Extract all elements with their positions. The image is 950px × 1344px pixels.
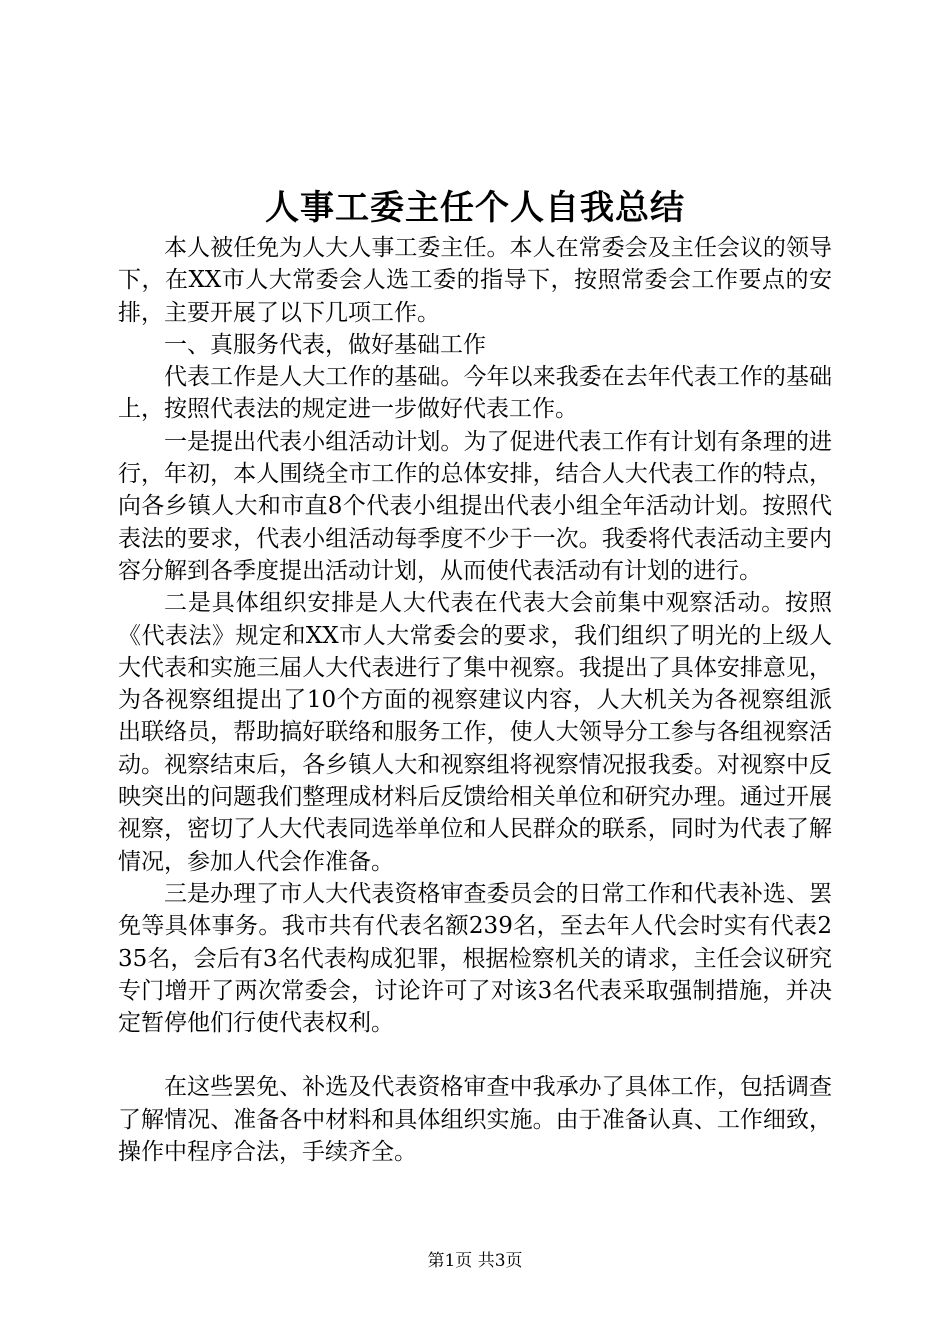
document-title: 人事工委主任个人自我总结 [265, 188, 685, 228]
section-heading: 一、真服务代表，做好基础工作 [164, 331, 486, 358]
paragraph-conclusion: 在这些罢免、补选及代表资格审查中我承办了具体工作，包括调查了解情况、准备各中材料和具体组织实施。由于准备认真、工作细致，操作中程序合法，手续齐全。 [118, 1074, 832, 1166]
paragraph-intro: 本人被任免为人大人事工委主任。本人在常委会及主任会议的领导下，在XX市人大常委会人选工委的指导下，按照常委会工作要点的安排，主要开展了以下几项工作。 [118, 235, 832, 326]
document-body [118, 232, 832, 1168]
paragraph-item-three: 三是办理了市人大代表资格审查委员会的日常工作和代表补选、罢免等具体事务。我市共有代表名额239名，至去年人代会时实有代表235名，会后有3名代表构成犯罪，根据检察机关的请求，主任会议研究专门增开了两次常委会，讨论许可了对该3名代表采取强制措施，并决定暂停他们行使代表权利。 [118, 880, 832, 1037]
paragraph-representative-work: 代表工作是人大工作的基础。今年以来我委在去年代表工作的基础上，按照代表法的规定进一步做好代表工作。 [118, 364, 832, 423]
page-footer: 第1页 共3页 [427, 1251, 523, 1271]
paragraph-item-one: 一是提出代表小组活动计划。为了促进代表工作有计划有条理的进行，年初，本人围绕全市工作的总体安排，结合人大代表工作的特点，向各乡镇人大和市直8个代表小组提出代表小组全年活动计划。按照代表法的要求，代表小组活动每季度不少于一次。我委将代表活动主要内容分解到各季度提出活动计划，从而使代表活动有计划的进行。 [118, 428, 832, 584]
paragraph-item-two: 二是具体组织安排是人大代表在代表大会前集中观察活动。按照《代表法》规定和XX市人大常委会的要求，我们组织了明光的上级人大代表和实施三届人大代表进行了集中视察。我提出了具体安排意见，为各视察组提出了10个方面的视察建议内容，人大机关为各视察组派出联络员，帮助搞好联络和服务工作，使人大领导分工参与各组视察活动。视察结束后，各乡镇人大和视察组将视察情况报我委。对视察中反映突出的问题我们整理成材料后反馈给相关单位和研究办理。通过开展视察，密切了人大代表同选举单位和人民群众的联系，同时为代表了解情况，参加人代会作准备。 [118, 590, 832, 875]
